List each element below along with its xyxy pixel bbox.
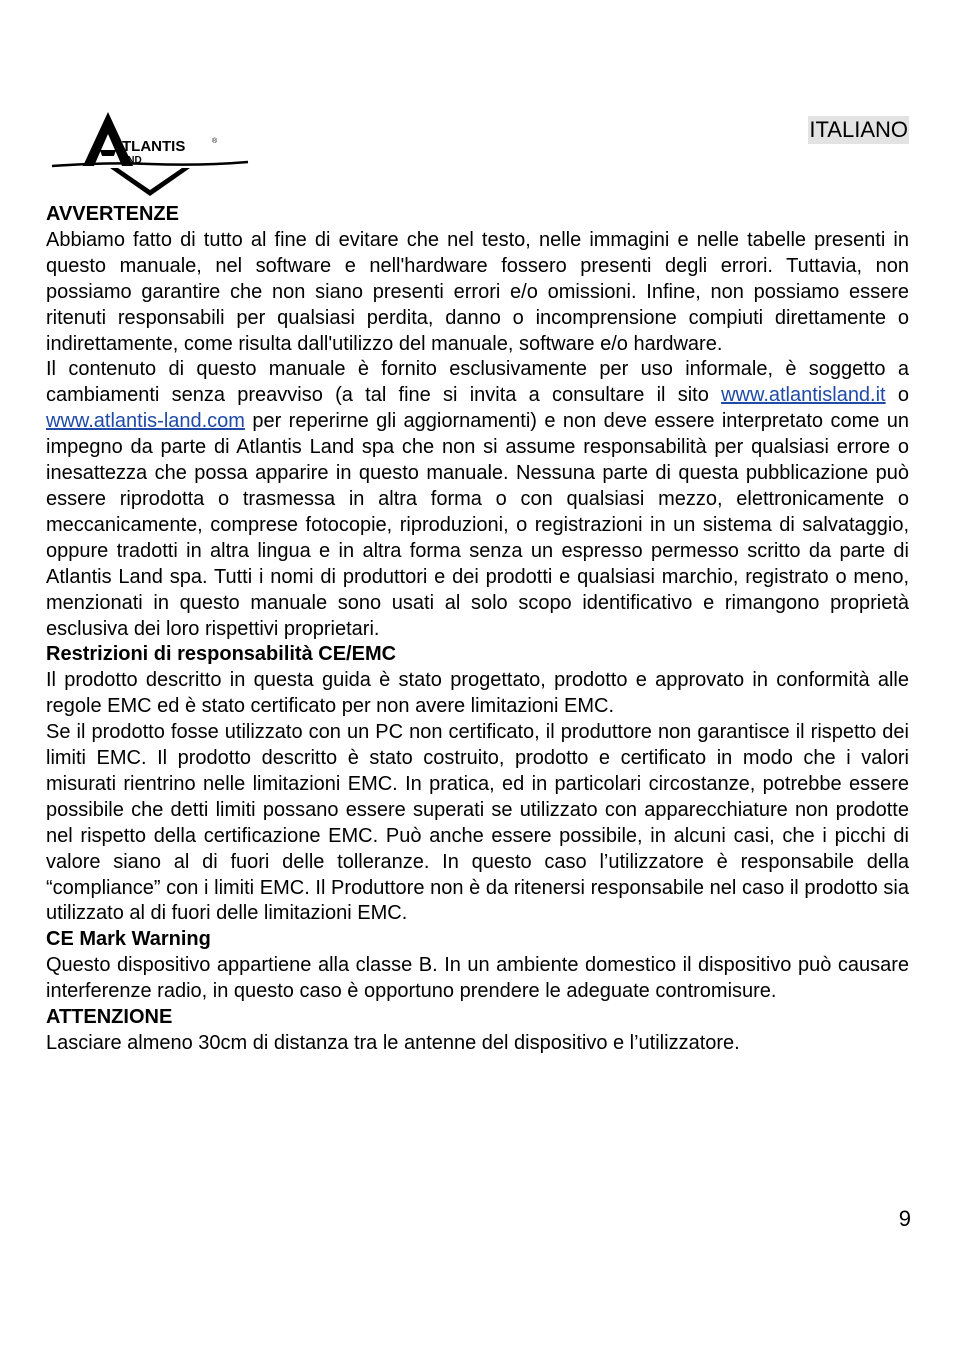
section-heading-ce-mark: CE Mark Warning [46, 928, 211, 951]
paragraph-text: o [885, 384, 910, 407]
paragraph-antenna-distance: Lasciare almeno 30cm di distanza tra le antenne del dispositivo e l’utilizzatore. [46, 1032, 740, 1054]
language-label: ITALIANO [809, 117, 908, 142]
svg-text:TLANTIS: TLANTIS [122, 138, 186, 155]
paragraph-text: Il contenuto di questo manuale è fornito esclusivamente per uso informale, è soggetto a cambiamenti senza preavviso (a tal fine si invita a consultare il sito [46, 358, 909, 407]
link-atlantis-land-com[interactable]: www.atlantis-land.com [46, 410, 245, 433]
section-heading-avvertenze: AVVERTENZE [46, 203, 179, 225]
section-heading-attenzione: ATTENZIONE [46, 1006, 173, 1029]
svg-text:®: ® [212, 138, 218, 145]
paragraph-text: per reperirne gli aggiornamenti) e non deve essere interpretato come un impegno da parte di Atlantis Land spa che non si assume responsabilità per qualsiasi errore o inesattezza che possa apparire in questo manuale. Nessuna parte di questa pubblicazione può essere riprodotta o trasmessa in altra forma o con qualsiasi mezzo, elettronicamente o meccanicamente, comprese fotocopie, riproduzioni, o registrazioni in un sistema di salvataggio, oppure tradotti in altra lingua e in altra forma senza un espresso permesso scritto da parte di Atlantis Land spa. Tutti i nomi di produttori e dei prodotti e qualsiasi marchio, registrato o meno, menzionati in questo manuale sono usati al solo scopo identificativo e rimangono proprietà esclusiva dei loro rispettivi proprietari. [46, 410, 909, 640]
document-body [46, 202, 909, 1057]
svg-text:AND: AND [120, 155, 142, 166]
paragraph-emc-conformity: Il prodotto descritto in questa guida è stato progettato, prodotto e approvato in conformità alle regole EMC ed è stato certificato per non avere limitazioni EMC. [46, 669, 909, 718]
paragraph-disclaimer: Abbiamo fatto di tutto al fine di evitare che nel testo, nelle immagini e nelle tabelle presenti in questo manuale, nel software e nell'hardware fossero presenti degli errori. Tuttavia, non possiamo garantire che non siano presenti errori e/o omissioni. Infine, non possiamo essere ritenuti responsabili per qualsiasi perdita, danno o incomprensione compiuti direttamente o indirettamente, come risulta dall'utilizzo del manuale, software e/o hardware. [46, 228, 909, 355]
atlantis-land-logo [50, 106, 250, 198]
paragraph-content-terms [46, 357, 909, 642]
link-atlantisland-it[interactable]: www.atlantisland.it [721, 384, 886, 407]
section-heading-restrizioni: Restrizioni di responsabilità CE/EMC [46, 643, 397, 666]
paragraph-ce-class-b: Questo dispositivo appartiene alla classe B. In un ambiente domestico il dispositivo può causare interferenze radio, in questo caso è opportuno prendere le adeguate contromisure. [46, 954, 909, 1003]
paragraph-emc-limits: Se il prodotto fosse utilizzato con un PC non certificato, il produttore non garantisce il rispetto dei limiti EMC. Il prodotto descritto è stato costruito, prodotto e certificato in modo che i valori misurati rientrino nelle limitazioni EMC. In pratica, ed in particolari circostanze, potrebbe essere possibile che detti limiti possano essere superati se utilizzato con apparecchiature non prodotte nel rispetto della certificazione EMC. Può anche essere possibile, in alcuni casi, che i picchi di valore siano al di fuori delle tolleranze. In questo caso l’utilizzatore è responsabile della “compliance” con i limiti EMC. Il Produttore non è da ritenersi responsabile nel caso il prodotto sia utilizzato al di fuori delle limitazioni EMC. [46, 721, 909, 925]
page-number: 9 [898, 1206, 911, 1231]
